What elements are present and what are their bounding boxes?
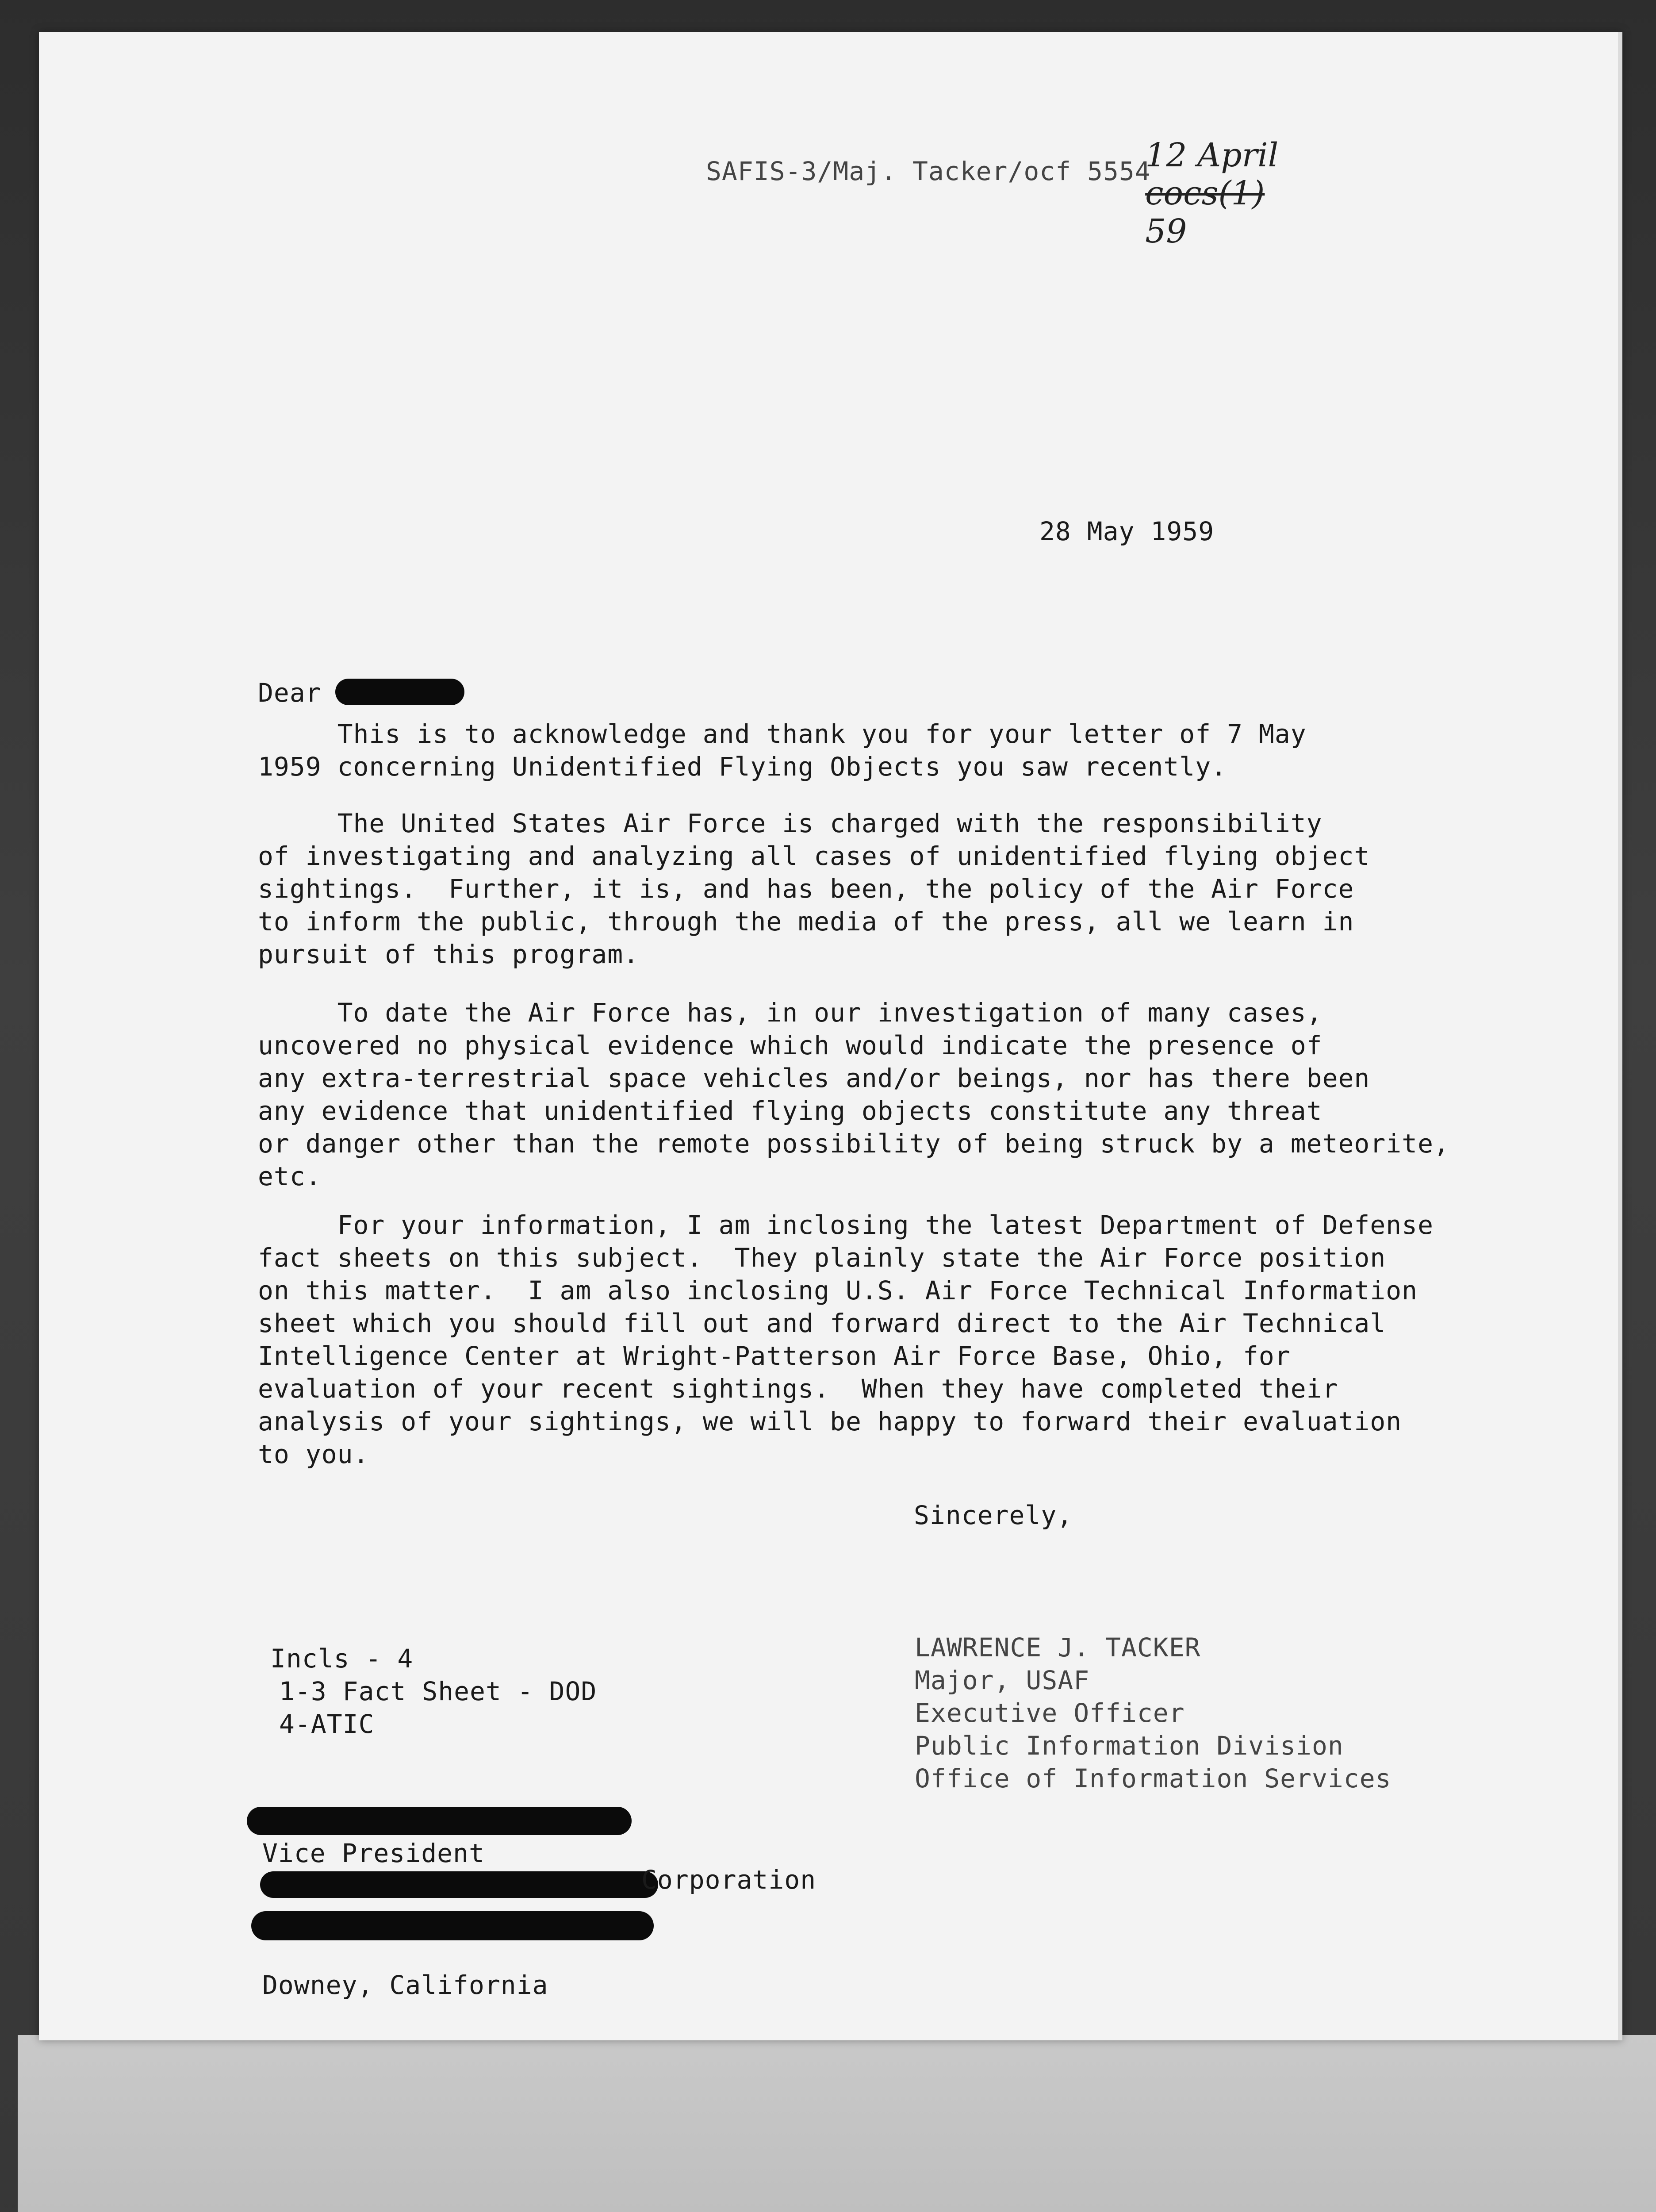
signer-office: Office of Information Services [915,1763,1392,1793]
paragraph-line: etc. [258,1161,322,1191]
paragraph-1 [258,718,1307,783]
paragraph-line: to inform the public, through the media of the press, all we learn in [258,906,1354,937]
redaction-bar [251,1911,654,1940]
signer-title: Executive Officer [915,1698,1185,1728]
enclosure-item: 4-ATIC [279,1709,375,1739]
recipient-city: Downey, California [262,1970,548,2000]
paragraph-line: To date the Air Force has, in our investigation of many cases, [258,998,1322,1028]
paragraph-2 [258,807,1370,971]
enclosures-block [270,1642,597,1740]
paragraph-line: uncovered no physical evidence which would indicate the presence of [258,1030,1322,1060]
handwritten-date-note [1083,98,1278,288]
redaction-bar [335,679,464,705]
paragraph-line: or danger other than the remote possibility of being struck by a meteorite, [258,1129,1449,1159]
paragraph-line: fact sheets on this subject. They plainly state the Air Force position [258,1243,1386,1273]
recipient-title: Vice President [262,1838,485,1868]
paragraph-line: any evidence that unidentified flying objects constitute any threat [258,1096,1322,1126]
paragraph-line: evaluation of your recent sightings. When they have completed their [258,1374,1338,1404]
handwritten-struck-text: cocs(1) [1145,174,1265,212]
file-reference: SAFIS-3/Maj. Tacker/ocf 5554 [706,156,1151,186]
paragraph-line: on this matter. I am also inclosing U.S. Air Force Technical Information [258,1275,1418,1306]
paragraph-line: sheet which you should fill out and forward direct to the Air Technical [258,1308,1386,1338]
handwritten-date: 12 April [1145,136,1279,174]
paragraph-line: The United States Air Force is charged with the responsibility [258,808,1322,838]
paragraph-line: Intelligence Center at Wright-Patterson Air Force Base, Ohio, for [258,1341,1291,1371]
paragraph-line: any extra-terrestrial space vehicles and/or beings, nor has there been [258,1063,1370,1093]
enclosure-item: 1-3 Fact Sheet - DOD [279,1676,597,1706]
redaction-bar [247,1807,632,1835]
paragraph-line: of investigating and analyzing all cases of unidentified flying object [258,841,1370,871]
paragraph-line: 1959 concerning Unidentified Flying Objects you saw recently. [258,752,1227,782]
paragraph-line: This is to acknowledge and thank you for your letter of 7 May [258,719,1307,749]
salutation: Dear [258,678,322,708]
page-edge [1618,32,1622,2040]
paragraph-4 [258,1209,1434,1471]
paragraph-line: pursuit of this program. [258,939,640,969]
paragraph-line: analysis of your sightings, we will be happy to forward their evaluation [258,1406,1402,1436]
letter-date: 28 May 1959 [1039,516,1215,546]
signer-name: LAWRENCE J. TACKER [915,1632,1201,1663]
recipient-company: Corporation [641,1865,816,1895]
signer-rank: Major, USAF [915,1665,1090,1695]
signature-block [915,1631,1392,1795]
paragraph-line: sightings. Further, it is, and has been, the policy of the Air Force [258,874,1354,904]
scanner-backing [18,2035,1656,2212]
redaction-bar [260,1871,658,1898]
letter-page [39,32,1622,2040]
handwritten-year: 59 [1145,212,1187,250]
paragraph-3 [258,996,1449,1193]
signer-division: Public Information Division [915,1731,1344,1761]
paragraph-line: For your information, I am inclosing the latest Department of Defense [258,1210,1434,1240]
closing: Sincerely, [914,1500,1073,1530]
enclosures-header: Incls - 4 [270,1644,414,1674]
paragraph-line: to you. [258,1439,369,1469]
